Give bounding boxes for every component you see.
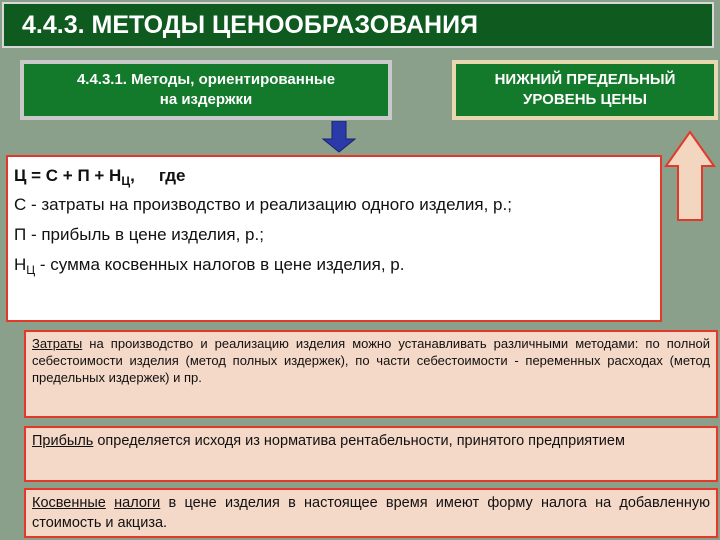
cost-methods-line2: на издержки xyxy=(159,91,253,108)
lower-price-limit-box xyxy=(452,60,718,120)
definition-taxes xyxy=(14,255,654,276)
profit-note-term: Прибыль xyxy=(32,433,94,449)
down-arrow-icon xyxy=(322,121,356,153)
formula-tail: , xyxy=(130,166,135,185)
page-title xyxy=(2,2,714,48)
cost-methods-line1: 4.4.3.1. Методы, ориентированные xyxy=(76,71,336,88)
costs-note-term: Затраты xyxy=(32,336,83,351)
formula-subscript: Ц xyxy=(121,174,131,188)
tax-note xyxy=(24,488,718,538)
lower-price-limit-line1: НИЖНИЙ ПРЕДЕЛЬНЫЙ xyxy=(494,71,676,88)
formula-where: где xyxy=(158,166,186,185)
definition-taxes-subscript: Ц xyxy=(26,263,36,277)
definition-taxes-text: - сумма косвенных налогов в цене изделия, р. xyxy=(35,255,405,274)
price-formula xyxy=(14,161,654,191)
page-title-text: 4.4.3. МЕТОДЫ ЦЕНООБРАЗОВАНИЯ xyxy=(22,10,479,39)
costs-note-text: на производство и реализацию изделия можно устанавливать различными методами: по полной себестоимости изделия (метод полных издержек), по части себестоимости - переменных расходах (метод предельных издержек) и пр. xyxy=(32,336,710,385)
lower-price-limit-line2: УРОВЕНЬ ЦЕНЫ xyxy=(523,91,647,108)
costs-note xyxy=(24,330,718,418)
up-arrow-icon xyxy=(664,130,716,222)
tax-note-text: в цене изделия в настоящее время имеют форму налога на добавленную стоимость и акциза. xyxy=(32,495,710,531)
definition-costs: С - затраты на производство и реализацию одного изделия, р.; xyxy=(14,195,512,214)
definition-profit: П - прибыль в цене изделия, р.; xyxy=(14,225,264,244)
definition-taxes-symbol: Н xyxy=(14,255,27,274)
profit-note xyxy=(24,426,718,482)
profit-note-text: определяется исходя из норматива рентабельности, принятого предприятием xyxy=(93,433,625,449)
cost-methods-box xyxy=(20,60,392,120)
price-formula-box xyxy=(6,155,662,322)
tax-note-term2: налоги xyxy=(114,495,161,511)
tax-note-term1: Косвенные xyxy=(32,495,106,511)
formula-main: Ц = С + П + Н xyxy=(14,166,122,185)
